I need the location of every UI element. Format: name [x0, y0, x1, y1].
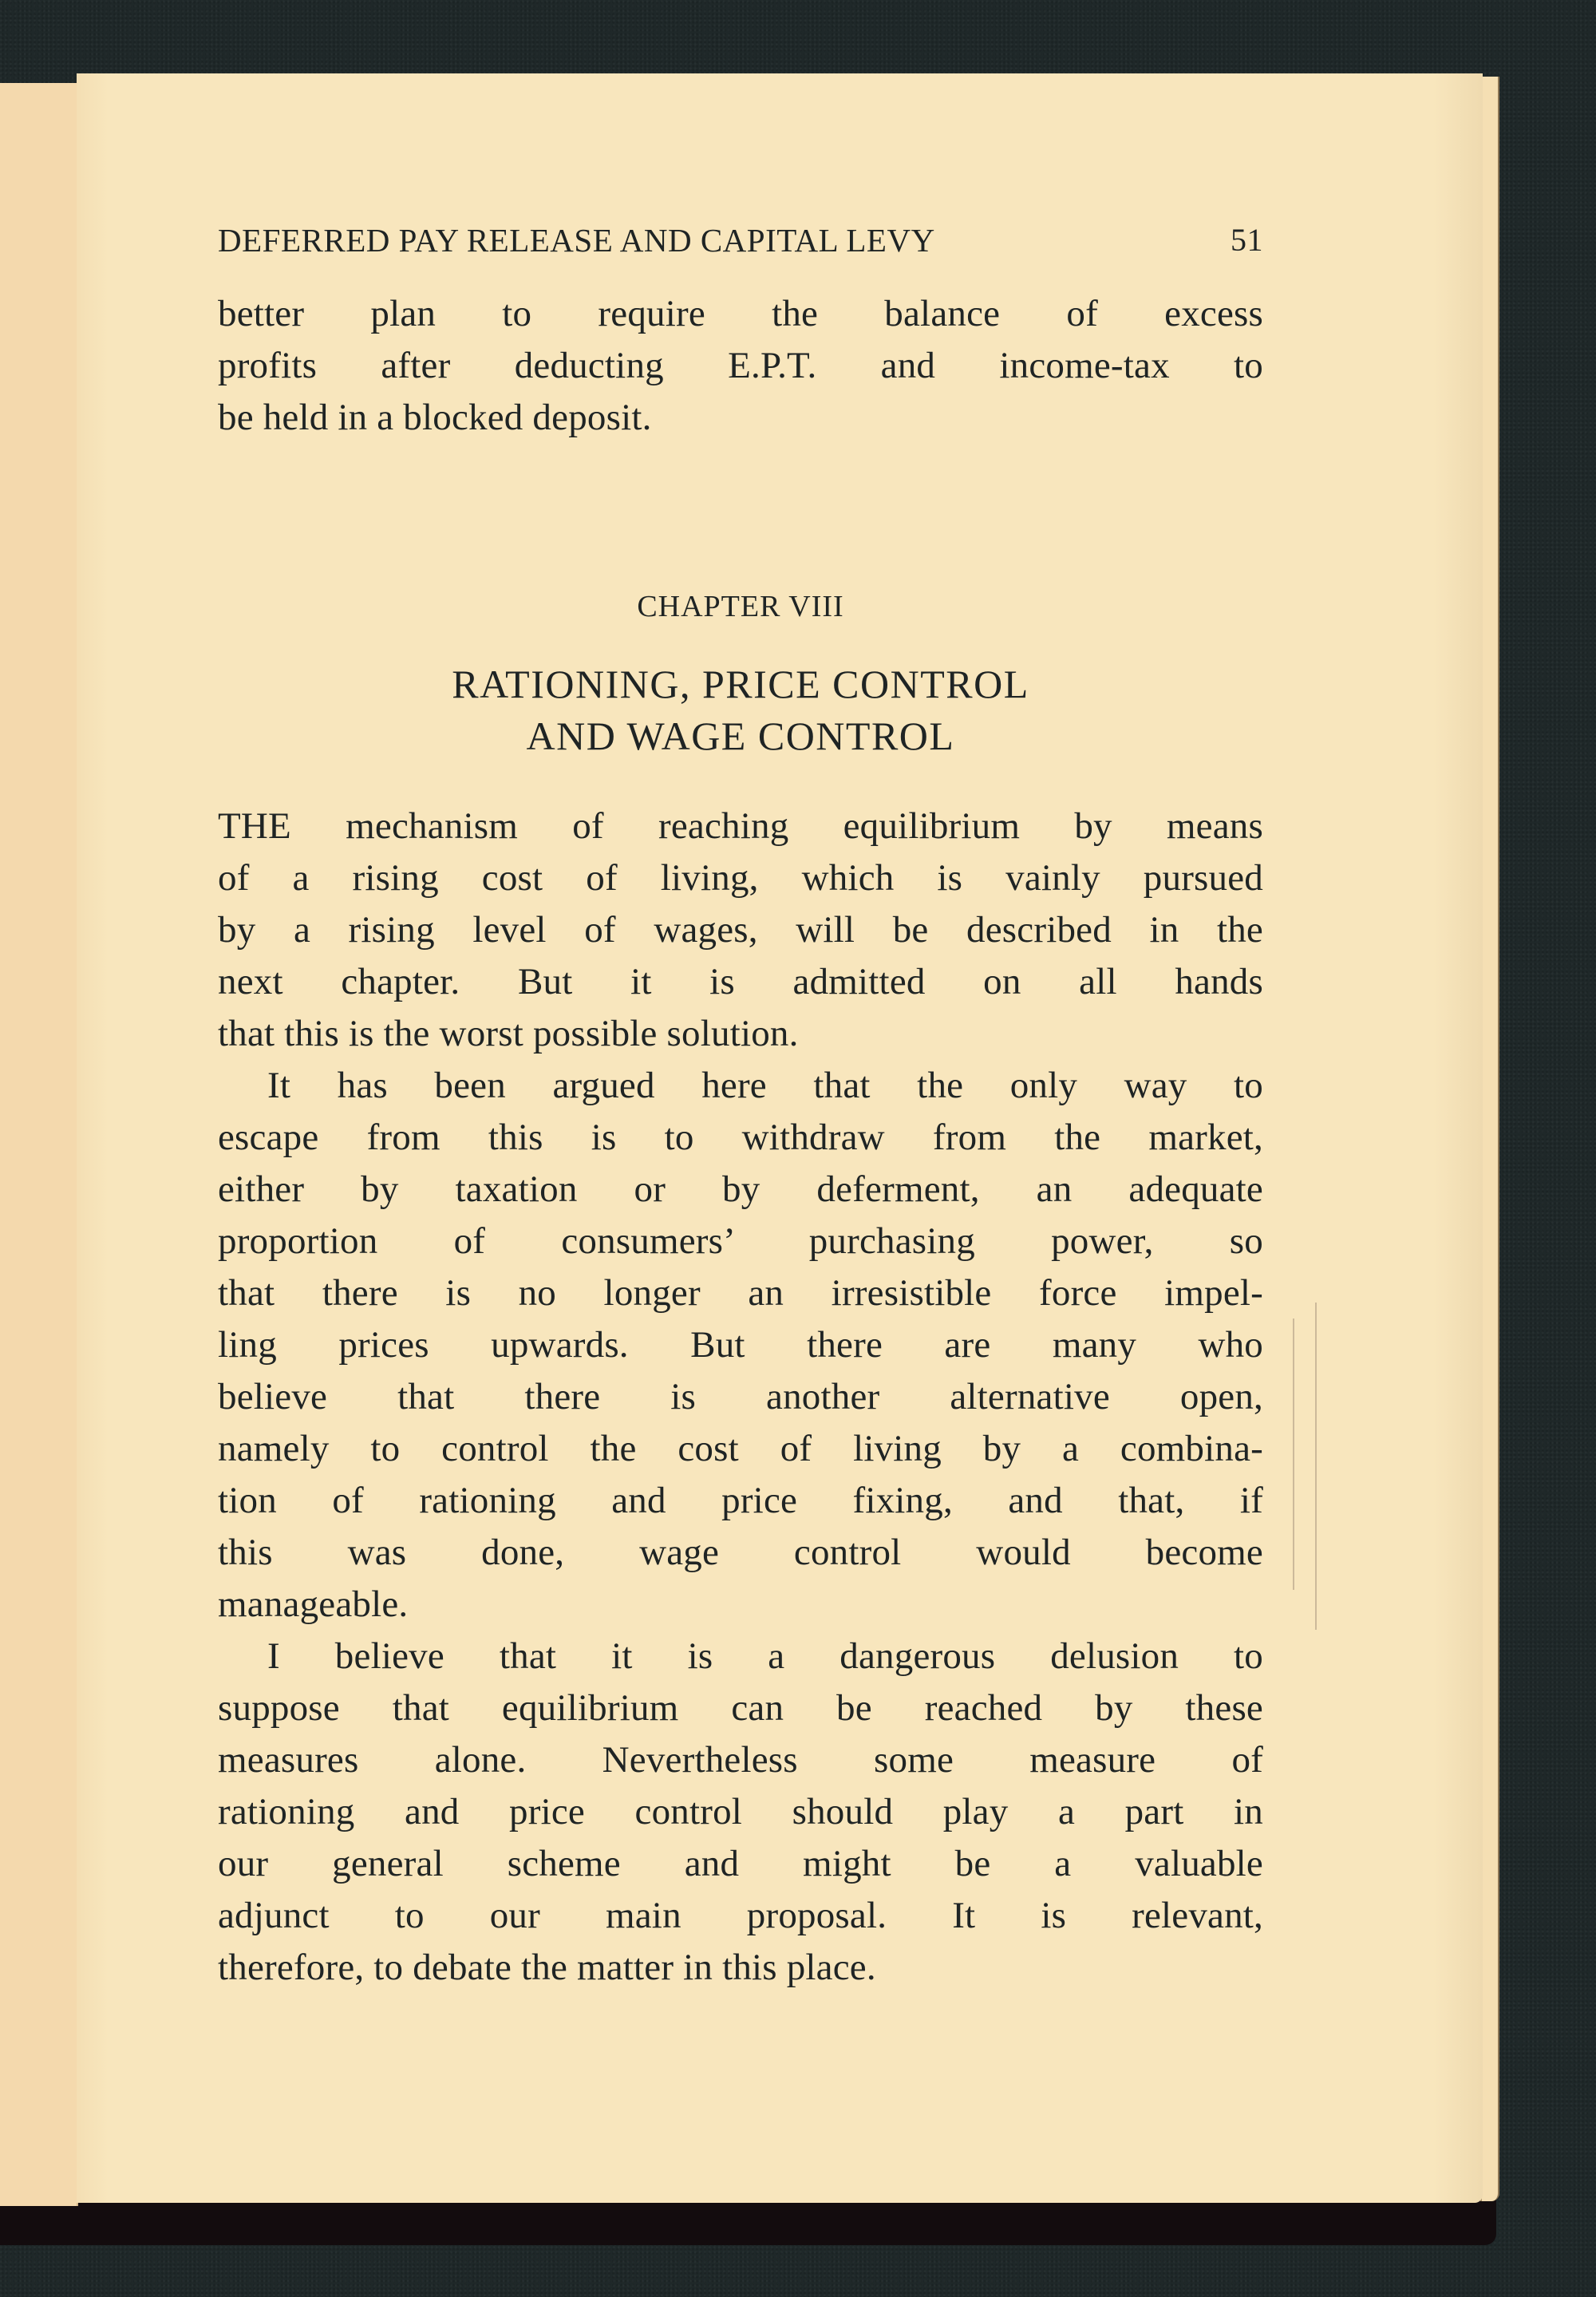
text-line: measures alone. Nevertheless some measure of — [218, 1739, 1263, 1781]
running-head — [218, 220, 1263, 260]
text-line: by a rising level of wages, will be described in the — [218, 909, 1263, 951]
chapter-title-line: AND WAGE CONTROL — [526, 714, 955, 758]
text-line: proportion of consumers’ purchasing power, so — [218, 1220, 1263, 1262]
text-line: next chapter. But it is admitted on all hands — [218, 961, 1263, 1002]
facing-page-edge — [0, 83, 78, 2206]
text-line: our general scheme and might be a valuable — [218, 1843, 1263, 1884]
text-line: escape from this is to withdraw from the market, — [218, 1117, 1263, 1158]
text-line: manageable. — [218, 1583, 409, 1625]
text-line: of a rising cost of living, which is vainly pursued — [218, 857, 1263, 899]
running-head-title: DEFERRED PAY RELEASE AND CAPITAL LEVY — [218, 222, 935, 259]
text-line: be held in a blocked deposit. — [218, 397, 652, 438]
text-line: better plan to require the balance of excess — [218, 293, 1263, 334]
text-line — [218, 801, 1263, 852]
lead-smallcaps: THE — [218, 805, 291, 847]
text-span: mechanism of reaching equilibrium by means — [290, 805, 1263, 847]
text-line: namely to control the cost of living by a combina- — [218, 1428, 1263, 1469]
pencil-mark — [1293, 1319, 1294, 1590]
pencil-mark — [1315, 1303, 1317, 1630]
chapter-label: CHAPTER VIII — [637, 590, 844, 623]
text-line: ling prices upwards. But there are many who — [218, 1324, 1263, 1366]
text-line: therefore, to debate the matter in this place. — [218, 1947, 876, 1988]
page-fore-edge — [1480, 77, 1499, 2201]
text-line: that there is no longer an irresistible force impel- — [218, 1272, 1263, 1314]
page-shadow — [0, 2199, 1496, 2245]
text-line: profits after deducting E.P.T. and income-tax to — [218, 345, 1263, 386]
text-line: adjunct to our main proposal. It is relevant, — [218, 1895, 1263, 1936]
text-line: I believe that it is a dangerous delusion to — [267, 1635, 1263, 1677]
text-line: suppose that equilibrium can be reached by these — [218, 1687, 1263, 1729]
text-line: rationing and price control should play a part in — [218, 1791, 1263, 1832]
text-line: It has been argued here that the only way to — [267, 1065, 1263, 1106]
text-line: believe that there is another alternative open, — [218, 1376, 1263, 1417]
page-number: 51 — [1231, 222, 1263, 258]
text-line: tion of rationing and price fixing, and that, if — [218, 1480, 1263, 1521]
text-line: either by taxation or by deferment, an adequate — [218, 1168, 1263, 1210]
text-line: that this is the worst possible solution. — [218, 1013, 799, 1054]
chapter-title-line: RATIONING, PRICE CONTROL — [452, 662, 1029, 706]
text-line: this was done, wage control would become — [218, 1532, 1263, 1573]
